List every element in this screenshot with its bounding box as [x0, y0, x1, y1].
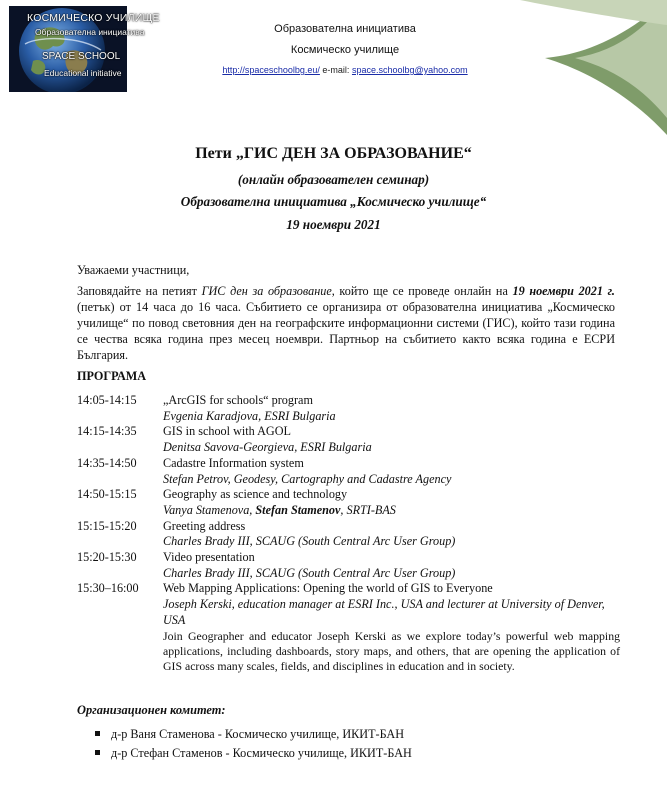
greeting: Уважаеми участници, [77, 263, 190, 277]
intro-paragraph [77, 283, 615, 363]
program-time: 15:30–16:00 [77, 581, 139, 596]
committee-list [95, 725, 412, 763]
header-school-line: Космическо училище [290, 44, 400, 56]
intro-text-2: , който ще се проведе онлайн на [331, 284, 513, 298]
program-time: 14:35-14:50 [77, 455, 137, 470]
program-title: „ArcGIS for schools“ program [163, 393, 313, 407]
program-row [77, 581, 620, 674]
program-speaker: Stefan Petrov, Geodesy, Cartography and Cadastre Agency [163, 471, 452, 486]
logo-text-bg-subtitle: Образователна инициатива [35, 27, 145, 37]
logo-text-bg-title: КОСМИЧЕСКО УЧИЛИЩЕ [27, 12, 160, 24]
program-row [77, 550, 620, 581]
program-row [77, 487, 620, 518]
speaker-part-bold: Stefan Stamenov [255, 502, 341, 517]
program-row [77, 456, 620, 487]
program-row [77, 393, 620, 424]
subtitle-seminar: (онлайн образователен семинар) [237, 172, 430, 187]
committee-heading: Организационен комитет: [77, 703, 226, 717]
program-schedule [77, 393, 620, 674]
header-contact-line [180, 65, 510, 75]
program-speaker: Denitsa Savova-Georgieva, ESRI Bulgaria [163, 440, 372, 455]
program-speaker: Evgenia Karadjova, ESRI Bulgaria [163, 408, 336, 423]
speaker-part: Vanya Stamenova, [163, 502, 256, 517]
bullet-icon [95, 731, 100, 736]
program-speaker: Joseph Kerski, education manager at ESRI Inc., USA and lecturer at University of Denver, USA [163, 597, 605, 627]
page-title: Пети „ГИС ДЕН ЗА ОБРАЗОВАНИЕ“ [195, 145, 472, 162]
program-time: 15:20-15:30 [77, 550, 137, 565]
program-title: Web Mapping Applications: Opening the world of GIS to Everyone [163, 581, 493, 596]
program-speaker: Charles Brady III, SCAUG (South Central Arc User Group) [163, 565, 456, 580]
intro-text-1: Заповядайте на петият [77, 284, 202, 298]
program-row [77, 519, 620, 550]
website-link[interactable]: http://spaceschoolbg.eu/ [222, 65, 320, 75]
program-description: Join Geographer and educator Joseph Kerski as we explore today’s powerful web mapping applications, including dashboards, story maps, and others, that are opening the application of GIS across many scales, fields, and disciplines in education and in society. [163, 628, 620, 674]
program-time: 15:15-15:20 [77, 518, 137, 533]
header-org-line: Образователна инициатива [274, 23, 416, 35]
committee-member [95, 725, 412, 744]
program-title: Cadastre Information system [163, 455, 304, 470]
bullet-icon [95, 750, 100, 755]
intro-event-date: 19 ноември 2021 г. [512, 284, 615, 298]
program-time: 14:05-14:15 [77, 393, 137, 407]
committee-member-text: д-р Стефан Стаменов - Космическо училище, ИКИТ-БАН [111, 746, 412, 760]
space-school-logo [9, 6, 160, 92]
committee-member [95, 744, 412, 763]
intro-text-3: (петък) от 14 часа до 16 часа. Събитието се организира от образователна инициатива „Космическо училище“ по повод световния ден на географските информационни системи (ГИС), който тази година се чества всяка година през месец ноември. Партньор на събитието както всяка година е ЕСРИ България. [77, 300, 615, 362]
program-title: GIS in school with AGOL [163, 424, 291, 439]
program-time: 14:50-15:15 [77, 487, 137, 502]
program-title: Video presentation [163, 550, 255, 565]
committee-member-text: д-р Ваня Стаменова - Космическо училище, ИКИТ-БАН [111, 727, 405, 741]
program-row [77, 424, 620, 455]
logo-text-en-subtitle: Educational initiative [44, 68, 122, 78]
logo-text-en-title: SPACE SCHOOL [42, 51, 121, 62]
email-link[interactable]: space.schoolbg@yahoo.com [351, 65, 468, 75]
program-speaker: Charles Brady III, SCAUG (South Central Arc User Group) [163, 534, 456, 549]
event-date: 19 ноември 2021 [286, 217, 381, 232]
program-speaker [163, 503, 620, 519]
program-title: Geography as science and technology [163, 487, 348, 502]
speaker-part: , SRTI-BAS [340, 502, 396, 517]
subtitle-initiative: Образователна инициатива „Космическо училище“ [180, 194, 487, 209]
program-heading: ПРОГРАМА [77, 369, 147, 383]
intro-event-name: ГИС ден за образование [201, 284, 332, 298]
email-label: e-mail: [322, 65, 350, 75]
program-time: 14:15-14:35 [77, 424, 137, 439]
program-title: Greeting address [163, 518, 246, 533]
